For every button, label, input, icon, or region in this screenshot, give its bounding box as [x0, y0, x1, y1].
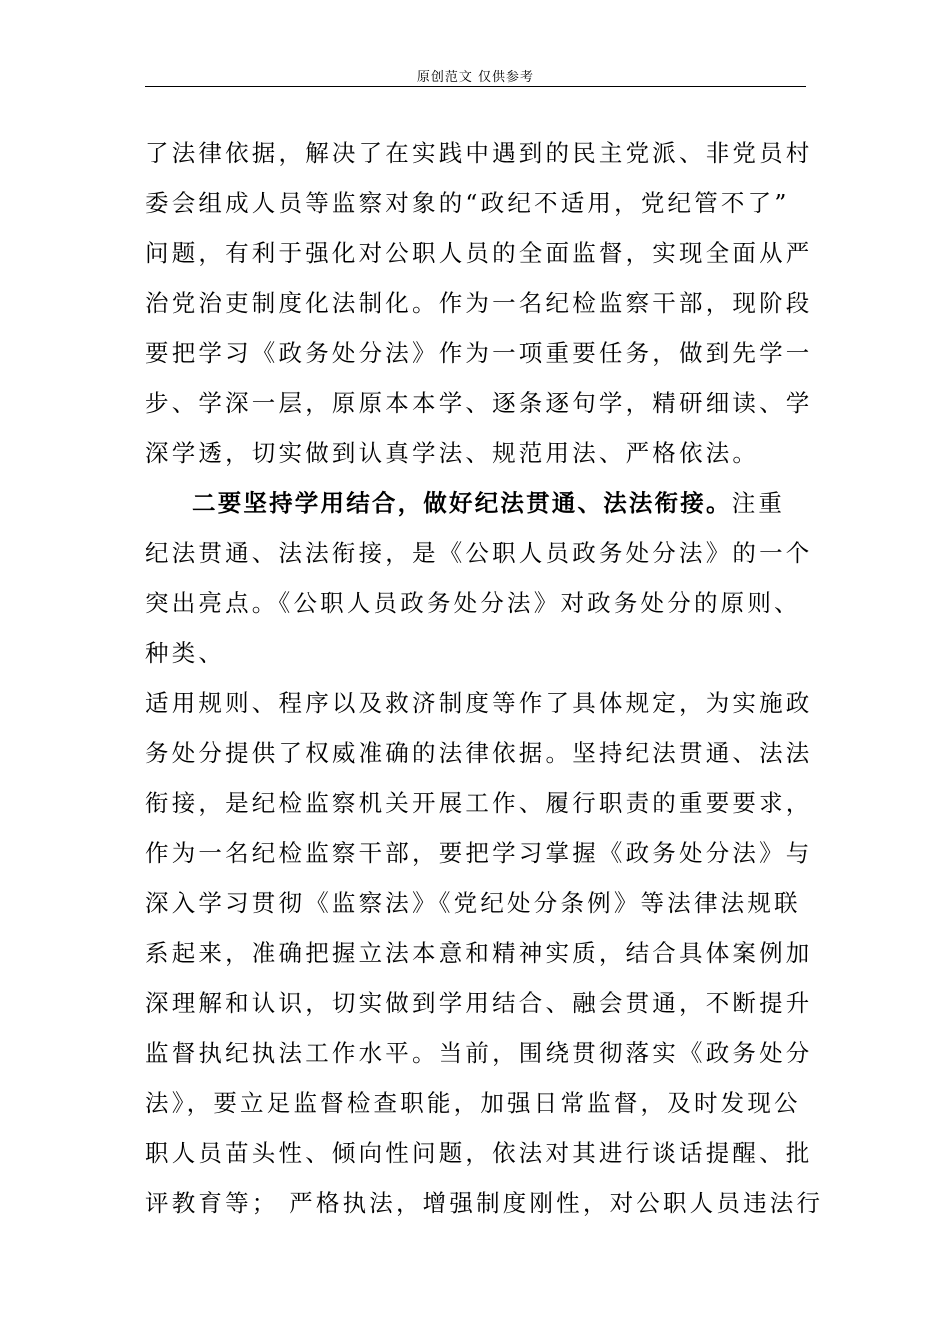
text-line-20: 法》，要立足监督检查职能，加强日常监督，及时发现公	[145, 1089, 801, 1117]
text-line-13: 务处分提供了权威准确的法律依据。坚持纪法贯通、法法	[145, 739, 813, 767]
text-line-21: 职人员苗头性、倾向性问题，依法对其进行谈话提醒、批	[145, 1139, 813, 1167]
text-line-4: 治党治吏制度化法制化。作为一名纪检监察干部，现阶段	[145, 289, 813, 317]
text-line-9: 纪法贯通、法法衔接，是《公职人员政务处分法》的一个	[145, 539, 813, 567]
text-line-19: 监督执纪执法工作水平。当前，围绕贯彻落实《政务处分	[145, 1039, 813, 1067]
page-header	[145, 66, 806, 87]
text-line-3: 问题，有利于强化对公职人员的全面监督，实现全面从严	[145, 239, 813, 267]
header-text: 原创范文 仅供参考	[416, 70, 535, 85]
text-line-7: 深学透，切实做到认真学法、规范用法、严格依法。	[145, 439, 760, 467]
text-line-5: 要把学习《政务处分法》作为一项重要任务，做到先学一	[145, 339, 813, 367]
text-line-11: 种类、	[145, 639, 226, 667]
paragraph-heading: 二要坚持学用结合，做好纪法贯通、法法衔接。	[192, 489, 732, 517]
text-line-12: 适用规则、程序以及救济制度等作了具体规定，为实施政	[145, 689, 813, 717]
text-line-18: 深理解和认识，切实做到学用结合、融会贯通，不断提升	[145, 989, 813, 1017]
text-line-16: 深入学习贯彻《监察法》《党纪处分条例》等法律法规联	[145, 889, 801, 917]
text-line-15: 作为一名纪检监察干部，要把学习掌握《政务处分法》与	[145, 839, 813, 867]
text-line-6: 步、学深一层，原原本本学、逐条逐句学，精研细读、学	[145, 389, 813, 417]
paragraph-heading-continuation: 注重	[731, 489, 786, 517]
paragraph-2-first-line	[145, 478, 810, 528]
text-line-2: 委会组成人员等监察对象的“政纪不适用，党纪管不了”	[145, 189, 790, 217]
text-line-14: 衔接，是纪检监察机关开展工作、履行职责的重要要求，	[145, 789, 813, 817]
document-body	[145, 128, 824, 1228]
text-line-17: 系起来，准确把握立法本意和精神实质，结合具体案例加	[145, 939, 813, 967]
text-line-22: 评教育等； 严格执法，增强制度刚性，对公职人员违法行	[145, 1189, 824, 1217]
text-line-1: 了法律依据，解决了在实践中遇到的民主党派、非党员村	[145, 139, 813, 167]
text-line-10: 突出亮点。《公职人员政务处分法》对政务处分的原则、	[145, 589, 801, 617]
